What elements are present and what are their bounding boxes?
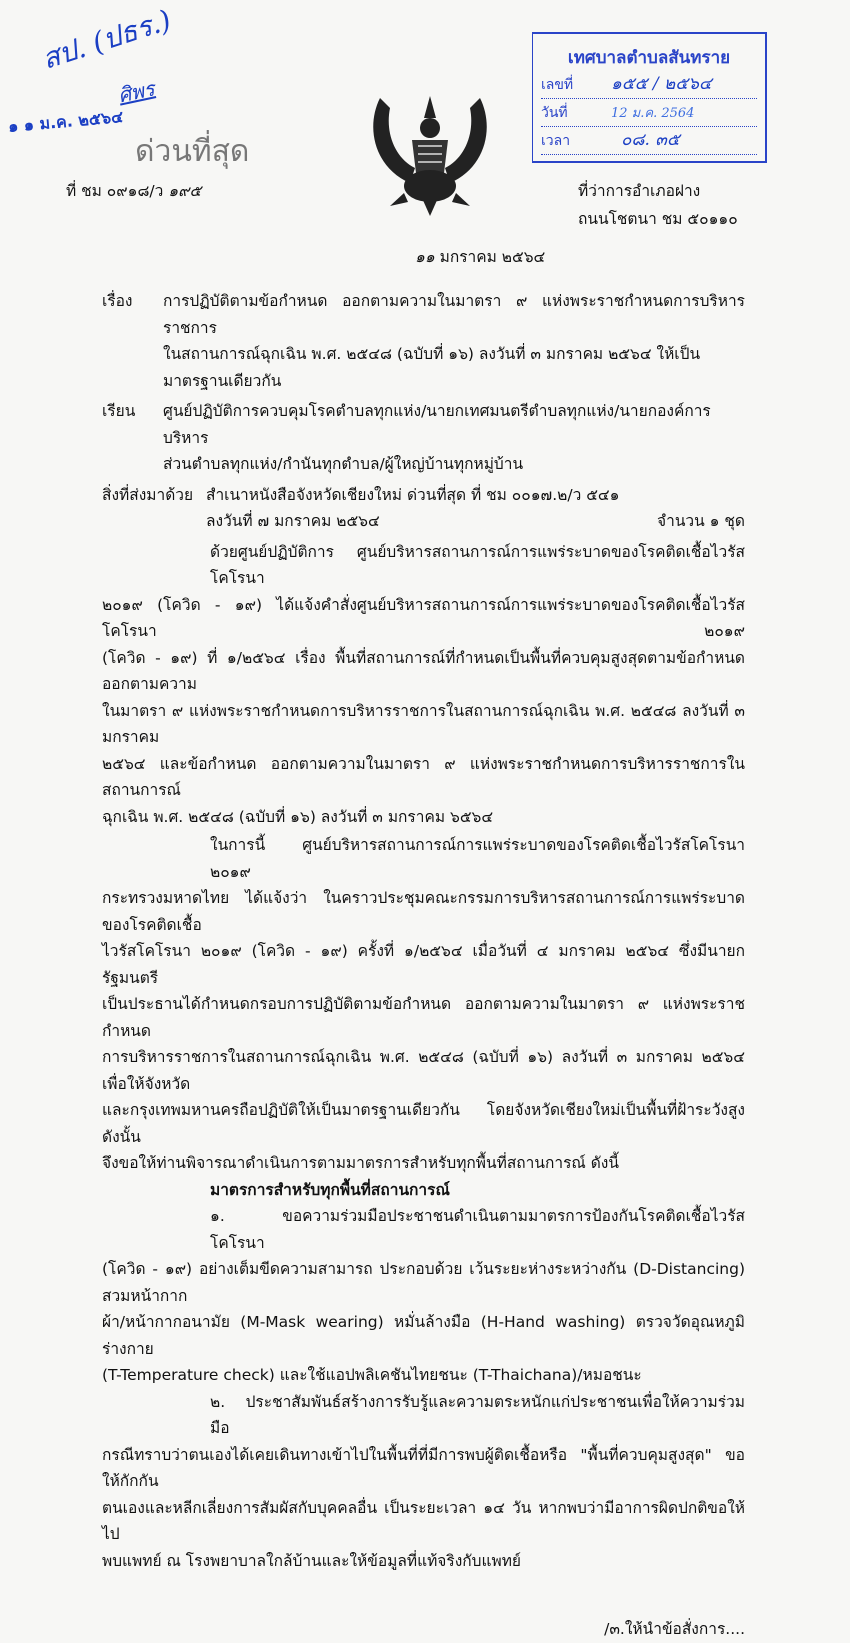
enclosure xyxy=(102,482,745,535)
paragraph-line: ๒๐๑๙ (โควิด - ๑๙) ได้แจ้งคำสั่งศูนย์บริหารสถานการณ์การแพร่ระบาดของโรคติดเชื้อไวรัสโคโรนา ๒๐๑๙ xyxy=(102,595,745,640)
enclosure-quantity: จำนวน ๑ ชุด xyxy=(657,512,745,530)
reference-number xyxy=(66,178,201,205)
received-date-stamp: ๑ ๑ ม.ค. ๒๕๖๔ xyxy=(7,107,124,136)
subject-line: ในสถานการณ์ฉุกเฉิน พ.ศ. ๒๕๔๘ (ฉบับที่ ๑๖) ลงวันที่ ๓ มกราคม ๒๕๖๔ ให้เป็นมาตรฐานเดียวกัน xyxy=(163,345,701,390)
continuation-note: /๓.ให้นำข้อสั่งการ.... xyxy=(604,1620,745,1638)
sender-office: ที่ว่าการอำเภอฝาง xyxy=(578,182,701,200)
paragraph-line: จึงขอให้ท่านพิจารณาดำเนินการตามมาตรการสำหรับทุกพื้นที่สถานการณ์ ดังนี้ xyxy=(102,1154,619,1172)
enclosure-line: ลงวันที่ ๗ มกราคม ๒๕๖๔ xyxy=(206,512,380,530)
reference-handwritten: ๑๙๕ xyxy=(168,182,202,200)
enclosure-label: สิ่งที่ส่งมาด้วย xyxy=(102,485,194,504)
handwritten-note: สป. (ปธร.) xyxy=(38,3,176,76)
document-date xyxy=(415,244,545,271)
measure-item-1 xyxy=(102,1203,745,1389)
recipient-label: เรียน xyxy=(102,402,136,420)
receipt-time-value: ๐๘. ๓๕ xyxy=(621,130,680,150)
date-month-year: มกราคม ๒๕๖๔ xyxy=(439,248,546,266)
subject-label: เรื่อง xyxy=(102,292,133,310)
paragraph-line: และกรุงเทพมหานครถือปฏิบัติให้เป็นมาตรฐานเดียวกัน โดยจังหวัดเชียงใหม่เป็นพื้นที่ฝ้าระวังสูง ดังนั้น xyxy=(102,1101,745,1146)
reference-prefix: ที่ ชม ๐๙๑๘/ว xyxy=(66,182,164,200)
receipt-time-label: เวลา xyxy=(541,133,571,149)
receipt-organization: เทศบาลตำบลสันทราย xyxy=(567,48,731,68)
paragraph-line: ผ้า/หน้ากากอนามัย (M-Mask wearing) หมั่นล้างมือ (H-Hand washing) ตรวจวัดอุณหภูมิร่างกาย xyxy=(102,1313,745,1358)
paragraph-line: ในมาตรา ๙ แห่งพระราชกำหนดการบริหารราชการในสถานการณ์ฉุกเฉิน พ.ศ. ๒๕๔๘ ลงวันที่ ๓ มกราคม xyxy=(102,701,745,746)
subject-line: การปฏิบัติตามข้อกำหนด ออกตามความในมาตรา ๙ แห่งพระราชกำหนดการบริหารราชการ xyxy=(163,292,745,337)
paragraph-line: ๑. ขอความร่วมมือประชาชนดำเนินตามมาตรการป้องกันโรคติดเชื้อไวรัสโคโรนา xyxy=(210,1207,745,1252)
receipt-number-label: เลขที่ xyxy=(541,77,574,93)
sender-address: ถนนโชตนา ชม ๕๐๑๑๐ xyxy=(578,210,738,228)
paragraph-line: ๒. ประชาสัมพันธ์สร้างการรับรู้และความตระหนักแก่ประชาชนเพื่อให้ความร่วมมือ xyxy=(210,1392,745,1437)
subject xyxy=(102,288,745,394)
paragraph-line: (โควิด - ๑๙) อย่างเต็มขีดความสามารถ ประกอบด้วย เว้นระยะห่างระหว่างกัน (D-Distancing) สวมหน้ากาก xyxy=(102,1260,745,1305)
paragraph-line: (T-Temperature check) และใช้แอปพลิเคชันไทยชนะ (T-Thaichana)/หมอชนะ xyxy=(102,1366,642,1384)
paragraph-line: เป็นประธานได้กำหนดกรอบการปฏิบัติตามข้อกำหนด ออกตามความในมาตรา ๙ แห่งพระราชกำหนด xyxy=(102,995,745,1040)
enclosure-line: สำเนาหนังสือจังหวัดเชียงใหม่ ด่วนที่สุด ที่ ชม ๐๐๑๗.๒/ว ๕๔๑ xyxy=(206,485,620,504)
recipient-line: ส่วนตำบลทุกแห่ง/กำนันทุกตำบล/ผู้ใหญ่บ้านทุกหมู่บ้าน xyxy=(163,455,524,473)
receipt-date-row xyxy=(541,102,757,127)
paragraph-line: กระทรวงมหาดไทย ได้แจ้งว่า ในคราวประชุมคณะกรรมการบริหารสถานการณ์การแพร่ระบาดของโรคติดเชื้อ xyxy=(102,889,745,934)
recipient-line: ศูนย์ปฏิบัติการควบคุมโรคตำบลทุกแห่ง/นายกเทศมนตรีตำบลทุกแห่ง/นายกองค์การบริหาร xyxy=(163,402,711,447)
paragraph-line: ไวรัสโคโรนา ๒๐๑๙ (โควิด - ๑๙) ครั้งที่ ๑/๒๕๖๔ เมื่อวันที่ ๔ มกราคม ๒๕๖๔ ซึ่งมีนายกรัฐมนตรี xyxy=(102,942,745,987)
date-day: ๑๑ xyxy=(415,248,435,266)
receipt-number-row xyxy=(541,74,757,99)
garuda-emblem-icon xyxy=(360,88,500,218)
paragraph-line: (โควิด - ๑๙) ที่ ๑/๒๕๖๔ เรื่อง พื้นที่สถานการณ์ที่กำหนดเป็นพื้นที่ควบคุมสูงสุดตามข้อกำหนดออกตามความ xyxy=(102,648,745,693)
paragraph-line: ด้วยศูนย์ปฏิบัติการ ศูนย์บริหารสถานการณ์การแพร่ระบาดของโรคติดเชื้อไวรัสโคโรนา xyxy=(210,542,745,587)
receipt-number-value: ๑๕๕ / ๒๕๖๔ xyxy=(611,74,712,94)
paragraph-2 xyxy=(102,832,745,1177)
measure-item-2 xyxy=(102,1389,745,1575)
handwritten-initials: ศิพร xyxy=(115,76,157,108)
paragraph-line: การบริหารราชการในสถานการณ์ฉุกเฉิน พ.ศ. ๒๕๔๘ (ฉบับที่ ๑๖) ลงวันที่ ๓ มกราคม ๒๕๖๔ เพื่อให้จังหวัด xyxy=(102,1048,745,1093)
paragraph-line: กรณีทราบว่าตนเองได้เคยเดินทางเข้าไปในพื้นที่ที่มีการพบผู้ติดเชื้อหรือ "พื้นที่ควบคุมสูงสุด" ขอให้กักกัน xyxy=(102,1445,745,1490)
receipt-time-row xyxy=(541,130,757,155)
paragraph-line: พบแพทย์ ณ โรงพยาบาลใกล้บ้านและให้ข้อมูลที่แท้จริงกับแพทย์ xyxy=(102,1551,521,1570)
paragraph-line: ๒๕๖๔ และข้อกำหนด ออกตามความในมาตรา ๙ แห่งพระราชกำหนดการบริหารราชการในสถานการณ์ xyxy=(102,754,745,799)
paragraph-1 xyxy=(102,539,745,831)
urgency-stamp: ด่วนที่สุด xyxy=(135,134,250,169)
letter-body xyxy=(102,288,745,1643)
receipt-date-value: 12 ม.ค. 2564 xyxy=(611,106,695,121)
paragraph-line: ตนเองและหลีกเลี่ยงการสัมผัสกับบุคคลอื่น เป็นระยะเวลา ๑๔ วัน หากพบว่ามีอาการผิดปกติขอให้ไป xyxy=(102,1498,745,1543)
paragraph-line: ฉุกเฉิน พ.ศ. ๒๕๔๘ (ฉบับที่ ๑๖) ลงวันที่ ๓ มกราคม ๖๕๖๔ xyxy=(102,807,494,826)
measures-heading: มาตรการสำหรับทุกพื้นที่สถานการณ์ xyxy=(210,1180,450,1199)
receipt-stamp xyxy=(532,32,767,163)
paragraph-line: ในการนี้ ศูนย์บริหารสถานการณ์การแพร่ระบาดของโรคติดเชื้อไวรัสโคโรนา ๒๐๑๙ xyxy=(210,836,745,881)
recipient xyxy=(102,398,745,478)
receipt-date-label: วันที่ xyxy=(541,105,568,121)
